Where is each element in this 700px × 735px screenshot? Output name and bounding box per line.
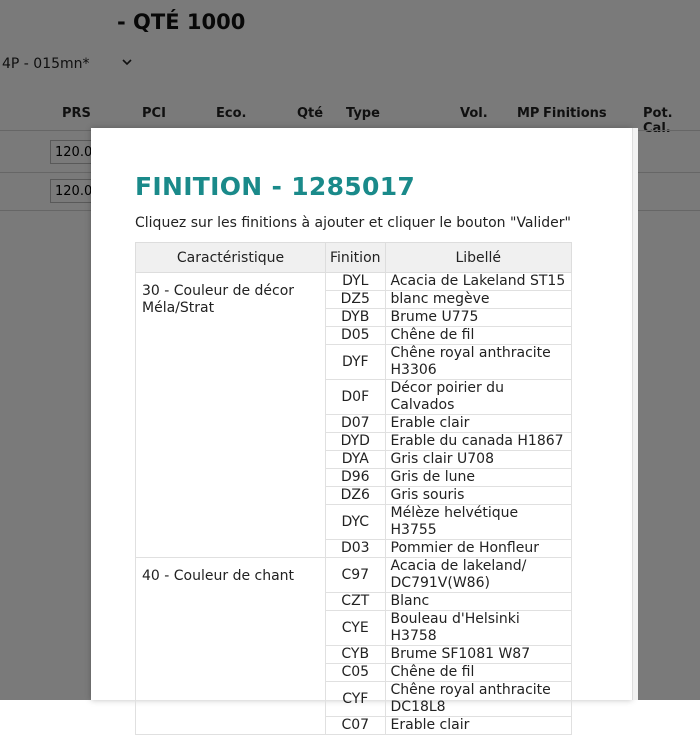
finition-label[interactable]: Gris de lune — [385, 469, 571, 487]
finition-label[interactable]: Décor poirier du Calvados — [385, 380, 571, 415]
finition-code[interactable]: DYC — [326, 505, 386, 540]
finition-code[interactable]: DYD — [326, 433, 386, 451]
caracteristique-cell: 40 - Couleur de chant — [136, 558, 326, 735]
finition-code[interactable]: DZ5 — [326, 291, 386, 309]
finitions-table — [135, 242, 572, 735]
finition-label[interactable]: Blanc — [385, 593, 571, 611]
finition-label[interactable]: Chêne de fil — [385, 664, 571, 682]
modal-instructions: Cliquez sur les finitions à ajouter et cliquer le bouton "Valider" — [135, 215, 571, 231]
finition-code[interactable]: C07 — [326, 717, 386, 735]
finition-label[interactable]: Pommier de Honfleur — [385, 540, 571, 558]
finition-label[interactable]: Acacia de lakeland/ DC791V(W86) — [385, 558, 571, 593]
modal-scrollbar[interactable] — [632, 128, 638, 700]
finition-code[interactable]: C97 — [326, 558, 386, 593]
finition-code[interactable]: DYA — [326, 451, 386, 469]
finition-code[interactable]: CYE — [326, 611, 386, 646]
finition-code[interactable]: CYB — [326, 646, 386, 664]
finition-label[interactable]: Mélèze helvétique H3755 — [385, 505, 571, 540]
finition-code[interactable]: D96 — [326, 469, 386, 487]
header-finition: Finition — [326, 243, 386, 273]
finition-label[interactable]: Bouleau d'Helsinki H3758 — [385, 611, 571, 646]
finition-code[interactable]: DYB — [326, 309, 386, 327]
finition-code[interactable]: D03 — [326, 540, 386, 558]
finition-code[interactable]: DYF — [326, 345, 386, 380]
finition-label[interactable]: Erable clair — [385, 717, 571, 735]
finition-label[interactable]: blanc megève — [385, 291, 571, 309]
finition-label[interactable]: Gris souris — [385, 487, 571, 505]
finition-code[interactable]: DYL — [326, 273, 386, 291]
finition-label[interactable]: Acacia de Lakeland ST15 — [385, 273, 571, 291]
finition-code[interactable]: D05 — [326, 327, 386, 345]
finition-code[interactable]: D0F — [326, 380, 386, 415]
modal-title: FINITION - 1285017 — [135, 172, 416, 201]
finition-label[interactable]: Brume SF1081 W87 — [385, 646, 571, 664]
finition-code[interactable]: CYF — [326, 682, 386, 717]
header-libelle: Libellé — [385, 243, 571, 273]
finition-code[interactable]: DZ6 — [326, 487, 386, 505]
finition-label[interactable]: Brume U775 — [385, 309, 571, 327]
finition-code[interactable]: D07 — [326, 415, 386, 433]
finition-code[interactable]: CZT — [326, 593, 386, 611]
finition-label[interactable]: Chêne royal anthracite H3306 — [385, 345, 571, 380]
header-caracteristique: Caractéristique — [136, 243, 326, 273]
finition-label[interactable]: Erable clair — [385, 415, 571, 433]
finition-label[interactable]: Chêne de fil — [385, 327, 571, 345]
finition-label[interactable]: Chêne royal anthracite DC18L8 — [385, 682, 571, 717]
finition-modal — [91, 128, 632, 733]
finition-code[interactable]: C05 — [326, 664, 386, 682]
table-row[interactable] — [136, 558, 572, 593]
table-row[interactable] — [136, 273, 572, 291]
caracteristique-cell: 30 - Couleur de décor Méla/Strat — [136, 273, 326, 558]
finition-label[interactable]: Gris clair U708 — [385, 451, 571, 469]
finition-label[interactable]: Erable du canada H1867 — [385, 433, 571, 451]
